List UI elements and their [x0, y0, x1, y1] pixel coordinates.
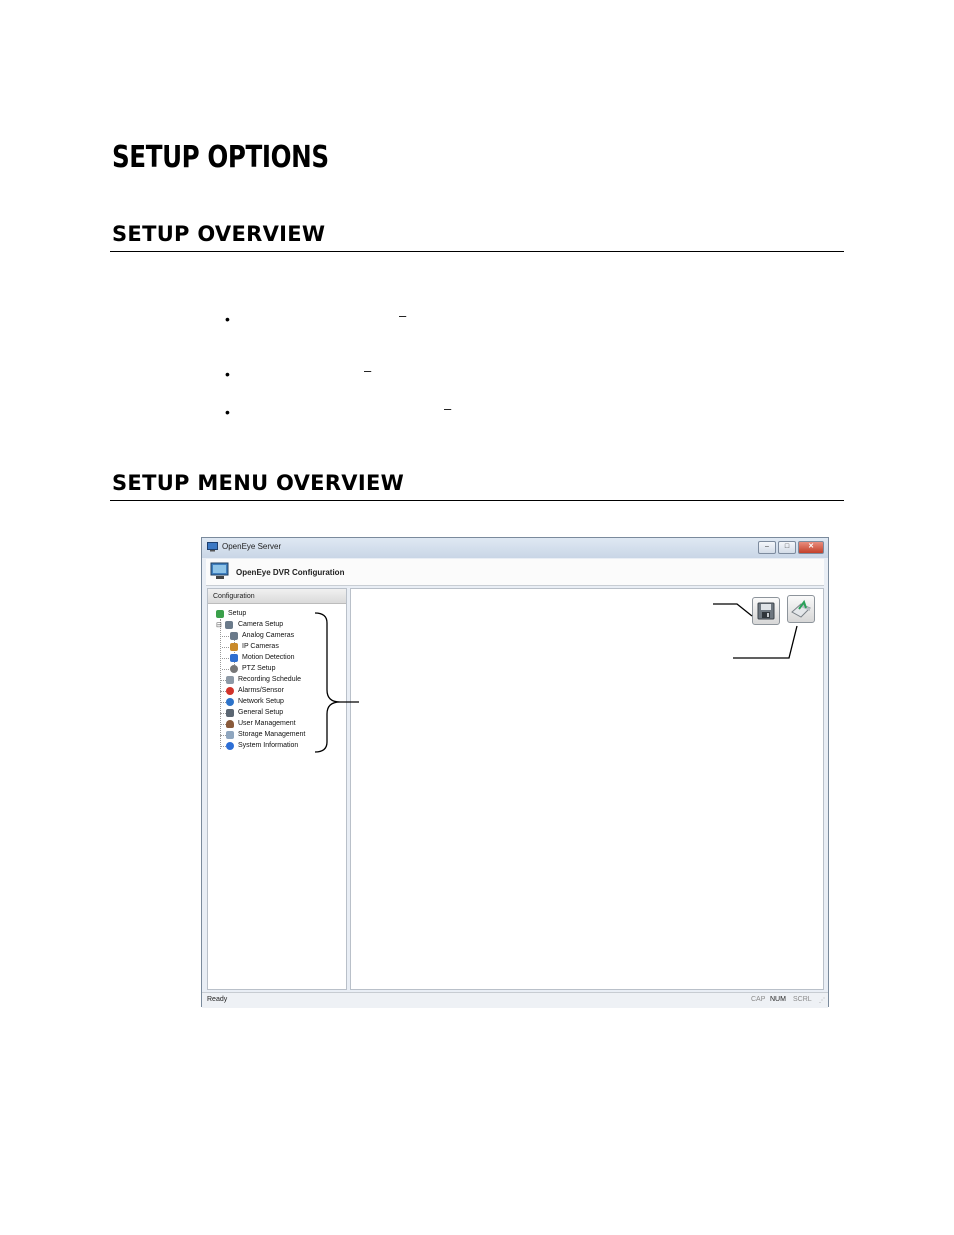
- page-title: SETUP OPTIONS: [112, 140, 329, 175]
- tree-item-ptz-setup[interactable]: PTZ Setup: [228, 665, 275, 672]
- tree-item-system-information[interactable]: System Information: [216, 742, 298, 749]
- tree-item-network-setup[interactable]: Network Setup: [216, 698, 284, 705]
- status-text: Ready: [207, 996, 228, 1003]
- tree-item-user-management[interactable]: User Management: [216, 720, 296, 727]
- tree-item-general-setup[interactable]: General Setup: [216, 709, 283, 716]
- resize-grip-icon[interactable]: ⋰: [819, 998, 825, 1004]
- minimize-button[interactable]: –: [758, 541, 776, 554]
- section-heading-setup-menu-overview: SETUP MENU OVERVIEW: [112, 471, 405, 495]
- bullet: •: [225, 366, 230, 382]
- scroll-lock-indicator: SCRL: [793, 996, 812, 1003]
- bullet: •: [225, 404, 230, 420]
- window-title: OpenEye Server: [222, 542, 282, 551]
- tree-item-setup[interactable]: Setup: [216, 610, 246, 617]
- tree-item-motion-detection[interactable]: Motion Detection: [228, 654, 295, 661]
- config-header-title: OpenEye DVR Configuration: [236, 568, 345, 577]
- collapse-icon[interactable]: ⊟: [216, 622, 222, 629]
- tree-item-alarms-sensor[interactable]: Alarms/Sensor: [216, 687, 284, 694]
- tree-item-storage-management[interactable]: Storage Management: [216, 731, 305, 738]
- tree-item-analog-cameras[interactable]: Analog Cameras: [228, 632, 294, 639]
- tree-item-camera-setup[interactable]: ⊟ Camera Setup: [216, 621, 284, 629]
- save-callout-line: [713, 604, 752, 616]
- tree-item-recording-schedule[interactable]: Recording Schedule: [216, 676, 301, 683]
- dash: –: [399, 308, 407, 323]
- num-lock-indicator: NUM: [770, 996, 786, 1003]
- section-heading-setup-overview: SETUP OVERVIEW: [112, 222, 326, 246]
- tree-bracket: [315, 613, 340, 752]
- apply-callout-line: [733, 626, 797, 658]
- caps-lock-indicator: CAP: [751, 996, 766, 1003]
- maximize-button[interactable]: □: [778, 541, 796, 554]
- configuration-pane-title: Configuration: [208, 589, 346, 604]
- bullet: •: [225, 311, 230, 327]
- close-button[interactable]: ✕: [798, 541, 824, 554]
- dash: –: [444, 401, 452, 416]
- dash: –: [364, 363, 372, 378]
- tree-item-ip-cameras[interactable]: IP Cameras: [228, 643, 279, 650]
